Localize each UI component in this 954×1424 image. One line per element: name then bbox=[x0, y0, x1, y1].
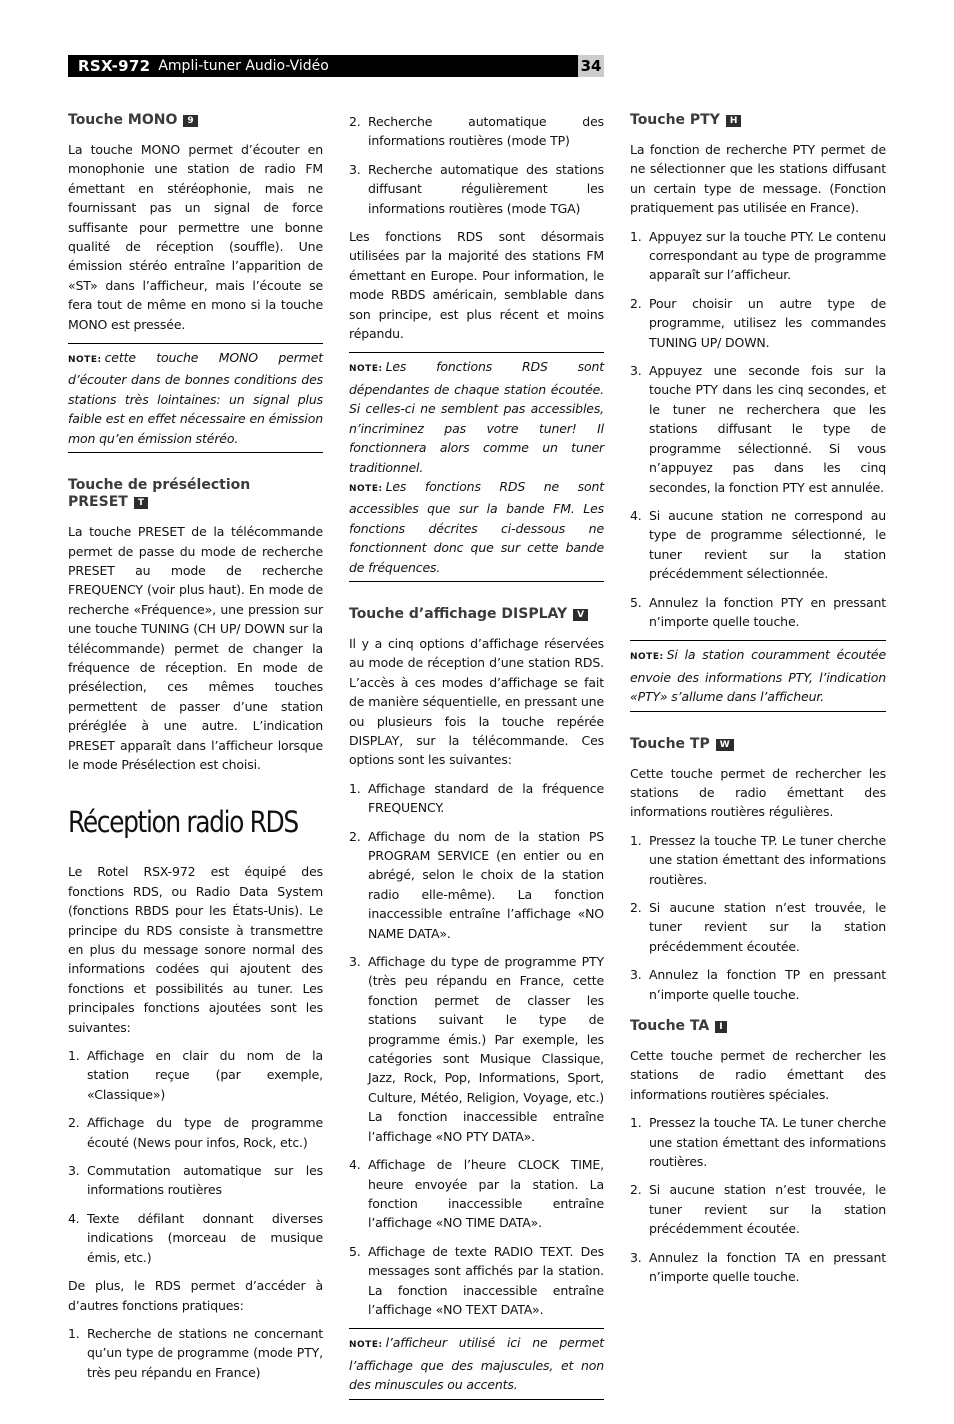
list-text: Recherche de stations ne concernant qu’un type de programme (mode PTY, très peu répandu en France) bbox=[87, 1325, 323, 1380]
paragraph-tp: Cette touche permet de rechercher les stations de radio émettant des informations routières régulières. bbox=[630, 765, 886, 820]
list-text: Affichage du type de programme écouté (News pour infos, Rock, etc.) bbox=[87, 1115, 323, 1150]
note-label: NOTE: bbox=[68, 355, 102, 366]
list-item bbox=[630, 898, 886, 956]
list-text: Si aucune station n’est trouvée, le tuner revient sur la station précédemment écoutée. bbox=[649, 900, 886, 954]
list-item bbox=[349, 1242, 604, 1320]
list-item bbox=[630, 1248, 886, 1287]
list-item bbox=[349, 1155, 604, 1233]
heading-text: Touche de présélection bbox=[68, 477, 251, 494]
heading-text: Touche TA bbox=[630, 1018, 710, 1035]
paragraph-rds-usage: Les fonctions RDS sont désormais utilisées par la majorité des stations FM émettant en Europe. Pour information, le mode RBDS américain, semblable dans son principe, est plus récent et moins répandu. bbox=[349, 229, 604, 342]
note-label: NOTE: bbox=[349, 483, 383, 494]
note-text bbox=[349, 357, 604, 476]
list-number: 5. bbox=[349, 1243, 361, 1259]
list-number: 2. bbox=[630, 1182, 642, 1198]
note-label: NOTE: bbox=[630, 652, 664, 663]
section-heading-mono bbox=[68, 112, 323, 129]
list-number: 5. bbox=[630, 594, 642, 610]
key-badge: T bbox=[134, 497, 148, 509]
list-number: 3. bbox=[630, 1249, 642, 1265]
list-item bbox=[68, 1161, 323, 1200]
heading-text: Touche PTY bbox=[630, 112, 720, 128]
list-number: 2. bbox=[349, 114, 361, 129]
key-badge: V bbox=[573, 609, 588, 621]
list-text: Recherche automatique des informations routières (mode TP) bbox=[368, 114, 604, 149]
list-number: 3. bbox=[349, 161, 361, 177]
list-text: Appuyez sur la touche PTY. Le contenu correspondant au type de programme apparaît sur l’afficheur. bbox=[649, 228, 886, 283]
list-number: 1. bbox=[68, 1048, 80, 1064]
column-1 bbox=[68, 112, 323, 1391]
list-item bbox=[630, 831, 886, 889]
list-item bbox=[68, 1113, 323, 1152]
section-heading-ta bbox=[630, 1018, 886, 1035]
list-text: Pressez la touche TP. Le tuner cherche une station émettant des informations routières. bbox=[649, 832, 886, 887]
list-text: Pressez la touche TA. Le tuner cherche une station émettant des informations routières. bbox=[649, 1115, 886, 1170]
list-text: Affichage du type de programme PTY (très peu répandu en France, cette fonction permet de classer les stations suivant le type de programme émis.) Par exemple, les catégories sont Musique Classique, Jazz, Rock, Pop, Informations, Sport, Culture, Météo, Religion, Voyage, etc.) La fonction inaccessible entraîne l’affichage «NO PTY DATA». bbox=[368, 954, 604, 1144]
column-3 bbox=[630, 112, 886, 1296]
key-badge: H bbox=[726, 115, 742, 127]
list-text: Annulez la fonction PTY en pressant n’importe quelle touche. bbox=[649, 594, 886, 629]
ta-steps-list bbox=[630, 1113, 886, 1286]
list-item bbox=[349, 827, 604, 943]
note-body: Les fonctions RDS sont dépendantes de chaque station écoutée. Si celles-ci ne semblent pas accessibles, n’incriminez pas votre tuner! Il fonctionnera alors comme un tuner traditionnel. bbox=[349, 359, 604, 475]
heading-text: Touche MONO bbox=[68, 112, 178, 128]
section-heading-pty bbox=[630, 112, 886, 129]
heading-text: Touche d’affichage DISPLAY bbox=[349, 605, 568, 622]
list-item bbox=[68, 1324, 323, 1382]
paragraph-pty: La fonction de recherche PTY permet de ne sélectionner que les stations diffusant un certain type de message. (Fonction pratiquement pas utilisée en France). bbox=[630, 142, 886, 216]
list-item bbox=[630, 294, 886, 352]
note-body: Si la station couramment écoutée envoie des informations PTY, l’indication «PTY» s’allume dans l’afficheur. bbox=[630, 647, 886, 705]
paragraph-preset: La touche PRESET de la télécommande permet de passe du mode de recherche PRESET au mode de recherche FREQUENCY (voir plus haut). En mode de recherche «Fréquence», une pression sur une touche TUNING (CH UP/ DOWN sur la télécommande) permet de changer la fréquence de réception. En mode de présélection, ces mêmes touches permettent de passer d’une station préréglée à une autre. L’indication PRESET apparaît dans l’afficheur lorsque le mode Présélection est choisi. bbox=[68, 524, 323, 772]
heading-text: Touche TP bbox=[630, 735, 710, 752]
note-box bbox=[68, 343, 323, 453]
list-item bbox=[630, 1180, 886, 1238]
chapter-title: Réception radio RDS bbox=[68, 805, 298, 840]
page-number: 34 bbox=[578, 55, 604, 77]
note-box bbox=[349, 1328, 604, 1399]
list-item bbox=[630, 506, 886, 584]
page-header bbox=[68, 55, 578, 77]
list-number: 1. bbox=[630, 832, 642, 848]
key-badge: I bbox=[715, 1021, 726, 1033]
paragraph-rds-more: De plus, le RDS permet d’accéder à d’autres fonctions pratiques: bbox=[68, 1278, 323, 1313]
section-heading-tp bbox=[630, 736, 886, 753]
note-box bbox=[349, 352, 604, 581]
list-number: 4. bbox=[68, 1210, 80, 1226]
list-number: 1. bbox=[349, 780, 361, 796]
list-text: Affichage du nom de la station PS PROGRAM SERVICE (en entier ou en abrégé, selon le choix de la station radio elle-même). La fonction inaccessible entraîne l’affichage «NO NAME DATA». bbox=[368, 828, 604, 941]
note-label: NOTE: bbox=[349, 1340, 383, 1351]
display-options-list bbox=[349, 779, 604, 1320]
tp-steps-list bbox=[630, 831, 886, 1004]
list-number: 2. bbox=[68, 1115, 80, 1131]
list-text: Affichage de l’heure CLOCK TIME, heure envoyée par la station. La fonction inaccessible entraîne l’affichage «NO TIME DATA». bbox=[368, 1157, 604, 1231]
rds-functions-list bbox=[68, 1324, 323, 1382]
list-item bbox=[349, 779, 604, 818]
list-item bbox=[630, 227, 886, 285]
list-number: 2. bbox=[630, 295, 642, 311]
paragraph-display: Il y a cinq options d’affichage réservées au mode de réception d’une station RDS. L’accès à ces modes d’affichage se fait de manière séquentielle, en pressant une ou plusieurs fois la touche repérée DISPLAY, sur la télécommande. Ces options sont les suivantes: bbox=[349, 635, 604, 768]
paragraph-ta: Cette touche permet de rechercher les stations de radio émettant des informations routières spéciales. bbox=[630, 1048, 886, 1102]
list-text: Annulez la fonction TP en pressant n’importe quelle touche. bbox=[649, 967, 886, 1002]
list-number: 4. bbox=[349, 1157, 361, 1173]
list-number: 2. bbox=[349, 828, 361, 844]
list-item bbox=[68, 1046, 323, 1104]
list-text: Recherche automatique des stations diffusant régulièrement les informations routières (mode TGA) bbox=[368, 161, 604, 216]
list-item bbox=[630, 361, 886, 497]
note-label: NOTE: bbox=[349, 364, 383, 375]
note-text bbox=[68, 348, 323, 448]
list-text: Annulez la fonction TA en pressant n’importe quelle touche. bbox=[649, 1249, 886, 1285]
paragraph-mono: La touche MONO permet d’écouter en monophonie une station de radio FM émettant en stéréophonie, mais ne fournissant pas un signal de force suffisante pour permettre une bonne qualité de réception (souffle). Une émission stéréo entraîne l’apparition de «ST» dans l’afficheur, mais l’écoute se fera tout de même en mono si la touche MONO est pressée. bbox=[68, 142, 323, 332]
list-number: 3. bbox=[630, 967, 642, 983]
key-badge: W bbox=[716, 739, 734, 751]
list-item bbox=[349, 112, 604, 151]
list-number: 3. bbox=[68, 1163, 80, 1179]
list-item bbox=[68, 1209, 323, 1267]
key-badge: 9 bbox=[183, 115, 197, 127]
note-box bbox=[630, 640, 886, 711]
list-item bbox=[349, 952, 604, 1146]
list-text: Affichage en clair du nom de la station reçue (par exemple, «Classique») bbox=[87, 1048, 323, 1102]
list-number: 2. bbox=[630, 900, 642, 915]
list-text: Commutation automatique sur les informations routières bbox=[87, 1163, 323, 1198]
list-text: Si aucune station ne correspond au type de programme sélectionné, le tuner revient sur la station précédemment sélectionnée. bbox=[649, 507, 886, 582]
note-body: l’afficheur utilisé ici ne permet l’affichage que des majuscules, et non des minuscules ou accents. bbox=[349, 1335, 604, 1393]
section-heading-display bbox=[349, 606, 604, 623]
list-number: 3. bbox=[630, 363, 642, 379]
list-text: Appuyez une seconde fois sur la touche PTY dans les cinq secondes, et le tuner ne recherchera que les stations diffusant le type de programme sélectionné. Si vous n’appuyez pas dans les cinq secondes, la fonction PTY est annulée. bbox=[649, 363, 886, 495]
list-text: Si aucune station n’est trouvée, le tuner revient sur la station précédemment écoutée. bbox=[649, 1182, 886, 1237]
list-number: 1. bbox=[630, 228, 642, 244]
list-item bbox=[630, 1113, 886, 1171]
heading-text: PRESET bbox=[68, 494, 128, 511]
paragraph-rds-intro: Le Rotel RSX-972 est équipé des fonctions RDS, ou Radio Data System (fonctions RBDS pour les États-Unis). Le principe du RDS consiste à transmettre en plus du message sonore normal des informations codées qui ajoutent des fonctions et possibilités au tuner. Les principales fonctions ajoutées sont les suivantes: bbox=[68, 864, 323, 1035]
model-name: RSX-972 bbox=[78, 57, 151, 75]
note-body: Les fonctions RDS ne sont accessibles que sur la bande FM. Les fonctions décrites ci-dessous ne fonctionnent donc que sur cette bande de fréquences. bbox=[349, 478, 604, 575]
rds-features-list bbox=[68, 1046, 323, 1267]
section-heading-preset bbox=[68, 477, 323, 511]
note-text bbox=[349, 1333, 604, 1394]
list-number: 1. bbox=[68, 1325, 80, 1341]
note-text bbox=[630, 645, 886, 706]
list-text: Affichage standard de la fréquence FREQUENCY. bbox=[368, 780, 604, 816]
list-item bbox=[349, 160, 604, 218]
list-item bbox=[630, 593, 886, 632]
document-title: Ampli-tuner Audio-Vidéo bbox=[158, 58, 329, 74]
rds-functions-list-continued bbox=[349, 112, 604, 218]
list-number: 1. bbox=[630, 1115, 642, 1131]
column-2 bbox=[349, 112, 604, 1424]
list-text: Affichage de texte RADIO TEXT. Des messages sont affichés par la station. La fonction inaccessible entraîne l’affichage «NO TEXT DATA». bbox=[368, 1243, 604, 1317]
list-text: Texte défilant donnant diverses indications (morceau de musique émis, etc.) bbox=[87, 1210, 323, 1265]
list-number: 3. bbox=[349, 954, 361, 970]
note-text bbox=[349, 477, 604, 577]
list-text: Pour choisir un autre type de programme, utilisez les commandes TUNING UP/ DOWN. bbox=[649, 295, 886, 350]
list-item bbox=[630, 965, 886, 1004]
list-number: 4. bbox=[630, 507, 642, 523]
note-body: cette touche MONO permet d’écouter dans de bonnes conditions des stations très lointaines: un signal plus faible est en effet nécessaire en émission mon qu’en émission stéréo. bbox=[68, 350, 323, 446]
pty-steps-list bbox=[630, 227, 886, 632]
